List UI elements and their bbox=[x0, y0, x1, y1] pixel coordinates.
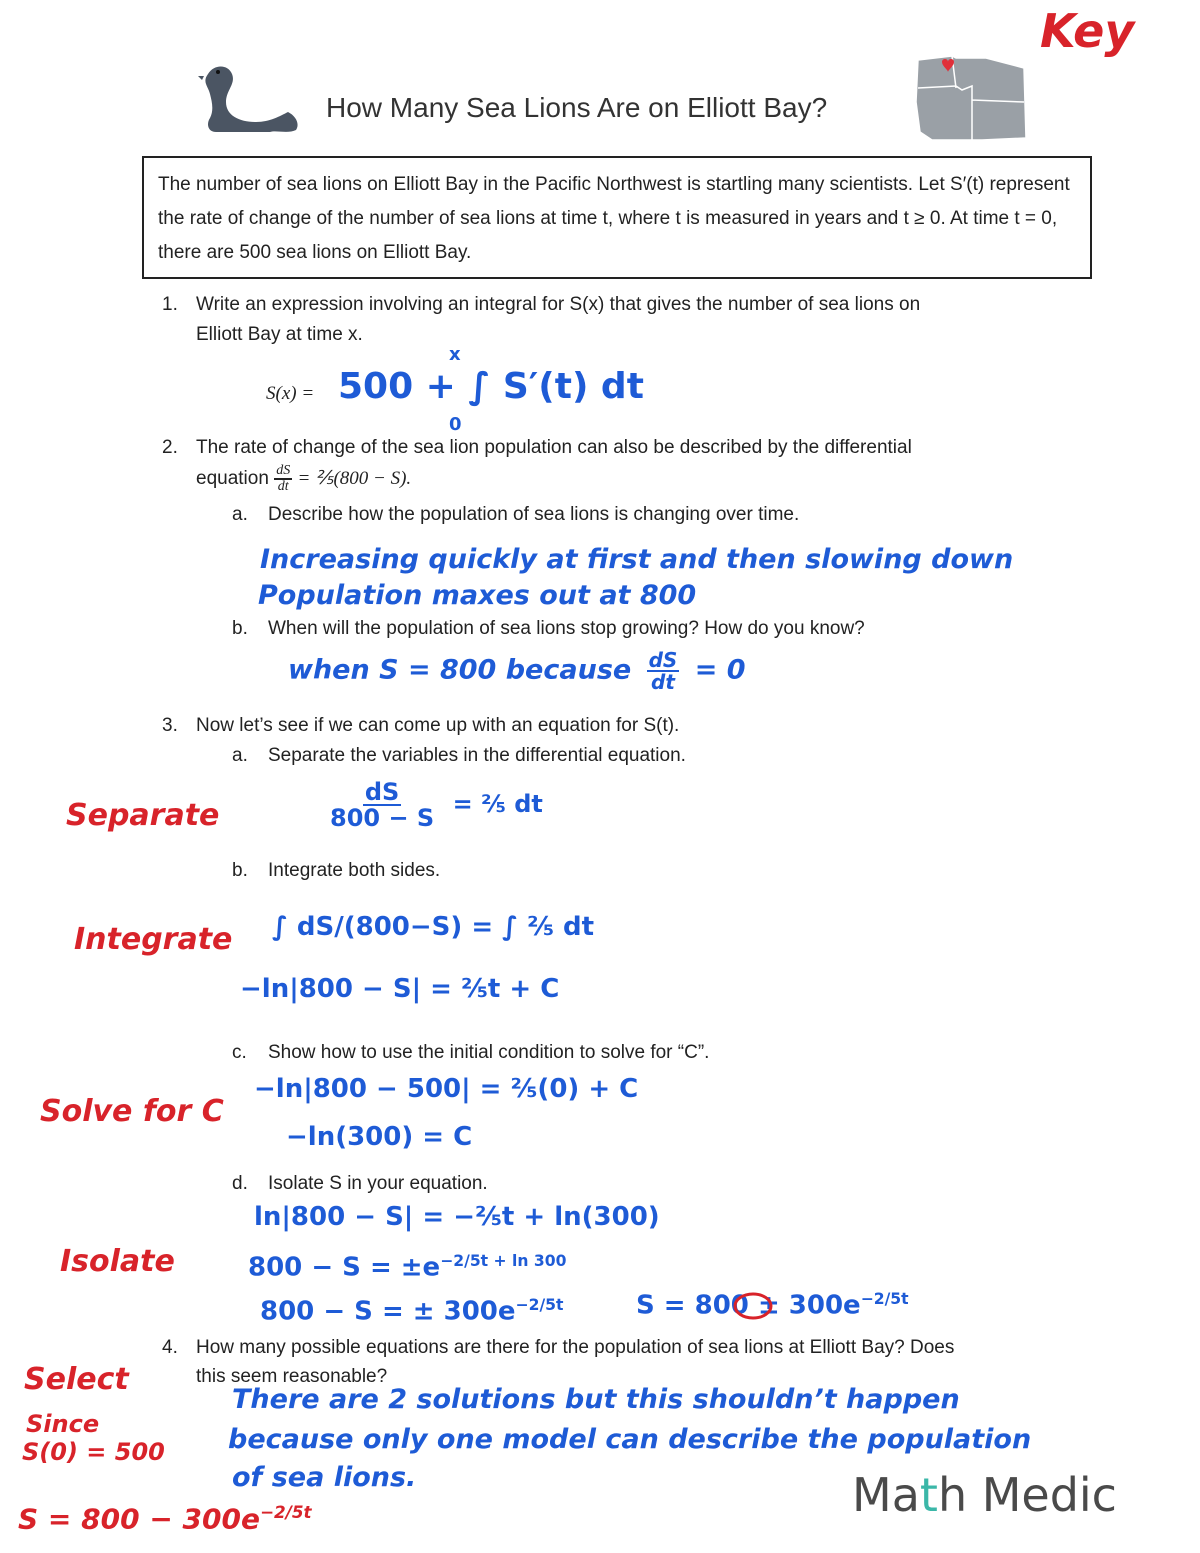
q2b-frac-den: dt bbox=[651, 670, 675, 694]
q2a-label: a. bbox=[232, 504, 248, 525]
q2b-answer bbox=[288, 650, 746, 692]
q3a-answer bbox=[328, 780, 543, 830]
q2-eq-fraction bbox=[274, 464, 292, 494]
q3d-answer-line3-base: 800 − S = ± 300e bbox=[260, 1296, 516, 1327]
sea-lion-icon bbox=[196, 60, 304, 136]
q3a-den: 800 − S bbox=[330, 804, 435, 832]
q2b-answer-text: when S = 800 because bbox=[288, 654, 632, 686]
question-4-number: 4. bbox=[162, 1337, 178, 1358]
pacific-northwest-map-icon bbox=[912, 52, 1032, 146]
q3d-answer-line1: ln|800 − S| = −⅖t + ln(300) bbox=[254, 1202, 660, 1232]
question-4 bbox=[162, 1337, 954, 1359]
q2-eq-num: dS bbox=[276, 463, 291, 478]
plus-minus-circle-mark bbox=[732, 1290, 774, 1322]
q2b-answer-fraction bbox=[647, 650, 680, 692]
q1-lhs: S(x) = bbox=[266, 383, 315, 404]
question-2 bbox=[162, 437, 912, 459]
q2a-answer-line1: Increasing quickly at first and then slowing down bbox=[260, 544, 1014, 575]
q2b-text: When will the population of sea lions stop growing? How do you know? bbox=[268, 618, 865, 639]
q3d-answer-line4-exp: −2/5t bbox=[860, 1290, 909, 1308]
question-3c bbox=[232, 1042, 709, 1064]
question-2b bbox=[232, 618, 865, 640]
q2-eq-rhs: = ⅖(800 − S). bbox=[297, 468, 412, 490]
q2b-frac-num: dS bbox=[648, 648, 678, 672]
q2b-answer-end: = 0 bbox=[694, 654, 746, 686]
q3d-answer-line4-base: S = 800 ± 300e bbox=[636, 1290, 861, 1321]
q3d-label: d. bbox=[232, 1173, 248, 1194]
question-4-line2: this seem reasonable? bbox=[196, 1366, 388, 1387]
q2a-answer-line2: Population maxes out at 800 bbox=[258, 580, 697, 611]
q3b-text: Integrate both sides. bbox=[268, 860, 441, 881]
q3a-fraction bbox=[328, 780, 436, 830]
q3a-label: a. bbox=[232, 745, 248, 766]
q3a-rhs: = ⅖ dt bbox=[452, 790, 543, 818]
q3a-text: Separate the variables in the differential equation. bbox=[268, 745, 686, 766]
q4-final-base: S = 800 − 300e bbox=[18, 1502, 260, 1536]
q4-answer-line1: There are 2 solutions but this shouldn’t happen bbox=[232, 1384, 960, 1415]
q3c-answer-line1: −ln|800 − 500| = ⅖(0) + C bbox=[254, 1074, 639, 1104]
q3a-side-note: Separate bbox=[66, 798, 220, 833]
question-1-number: 1. bbox=[162, 294, 178, 315]
q1-answer: 500 + ∫ S′(t) dt bbox=[338, 366, 644, 407]
page-title: How Many Sea Lions Are on Elliott Bay? bbox=[326, 92, 828, 123]
question-2a bbox=[232, 504, 799, 526]
question-2-equation bbox=[196, 464, 411, 494]
question-3-number: 3. bbox=[162, 715, 178, 736]
q2a-text: Describe how the population of sea lions is changing over time. bbox=[268, 504, 800, 525]
q1-upper-limit: x bbox=[449, 344, 461, 365]
q3a-num: dS bbox=[364, 778, 400, 806]
question-3d bbox=[232, 1173, 488, 1195]
q3b-side-note: Integrate bbox=[74, 922, 233, 957]
q4-side-note-select: Select bbox=[24, 1362, 129, 1397]
key-label: Key bbox=[1040, 4, 1135, 58]
question-3 bbox=[162, 715, 679, 737]
brand-part-b: h Medic bbox=[937, 1468, 1117, 1522]
q2-eq-den: dt bbox=[277, 479, 289, 494]
q3b-label: b. bbox=[232, 860, 248, 881]
q3c-label: c. bbox=[232, 1042, 247, 1063]
q2b-label: b. bbox=[232, 618, 248, 639]
question-3b bbox=[232, 860, 440, 882]
q3d-text: Isolate S in your equation. bbox=[268, 1173, 488, 1194]
q3c-answer-line2: −ln(300) = C bbox=[286, 1122, 473, 1152]
q4-answer-line3: of sea lions. bbox=[232, 1462, 417, 1493]
question-1-text: Write an expression involving an integral for S(x) that gives the number of sea lions on bbox=[196, 294, 921, 315]
question-3a bbox=[232, 745, 686, 767]
q3c-text: Show how to use the initial condition to solve for “C”. bbox=[268, 1042, 710, 1063]
question-1-line2: Elliott Bay at time x. bbox=[196, 324, 363, 345]
q2-eq-prefix: equation bbox=[196, 468, 269, 490]
q1-lower-limit: 0 bbox=[449, 414, 462, 435]
question-1 bbox=[162, 294, 920, 316]
q3d-side-note: Isolate bbox=[60, 1244, 175, 1279]
intro-box bbox=[142, 156, 1092, 279]
brand-plus: t bbox=[919, 1468, 938, 1522]
question-4-text: How many possible equations are there for the population of sea lions at Elliott Bay? Does bbox=[196, 1337, 955, 1358]
q3d-answer-line2 bbox=[248, 1252, 566, 1283]
question-2-number: 2. bbox=[162, 437, 178, 458]
q3d-answer-line2-exp: −2/5t + ln 300 bbox=[440, 1252, 567, 1270]
q3d-answer-line3 bbox=[260, 1296, 563, 1327]
intro-text: The number of sea lions on Elliott Bay in the Pacific Northwest is startling many scientists. Let S′(t) represent the rate of change of the number of sea lions at time t, where t is measured in years and t ≥ 0. At time t = 0, there are 500 sea lions on Elliott Bay. bbox=[158, 174, 1070, 263]
question-2-text: The rate of change of the sea lion population can also be described by the differential bbox=[196, 437, 912, 458]
q4-side-note-initial: S(0) = 500 bbox=[22, 1438, 165, 1466]
q3d-answer-line3-exp: −2/5t bbox=[515, 1296, 564, 1314]
q3b-answer-line2: −ln|800 − S| = ⅖t + C bbox=[240, 974, 560, 1004]
q3b-answer-line1: ∫ dS/(800−S) = ∫ ⅖ dt bbox=[272, 912, 595, 942]
q4-answer-line2: because only one model can describe the population bbox=[228, 1424, 1032, 1455]
question-3-text: Now let’s see if we can come up with an equation for S(t). bbox=[196, 715, 680, 736]
math-medic-logo bbox=[852, 1468, 1117, 1522]
q3d-answer-line2-base: 800 − S = ±e bbox=[248, 1252, 441, 1283]
q3c-side-note: Solve for C bbox=[40, 1094, 224, 1129]
q4-side-note-final bbox=[18, 1502, 312, 1535]
brand-part-a: Ma bbox=[852, 1468, 920, 1522]
q4-final-exp: −2/5t bbox=[259, 1502, 312, 1522]
q4-side-note-since: Since bbox=[26, 1410, 100, 1438]
